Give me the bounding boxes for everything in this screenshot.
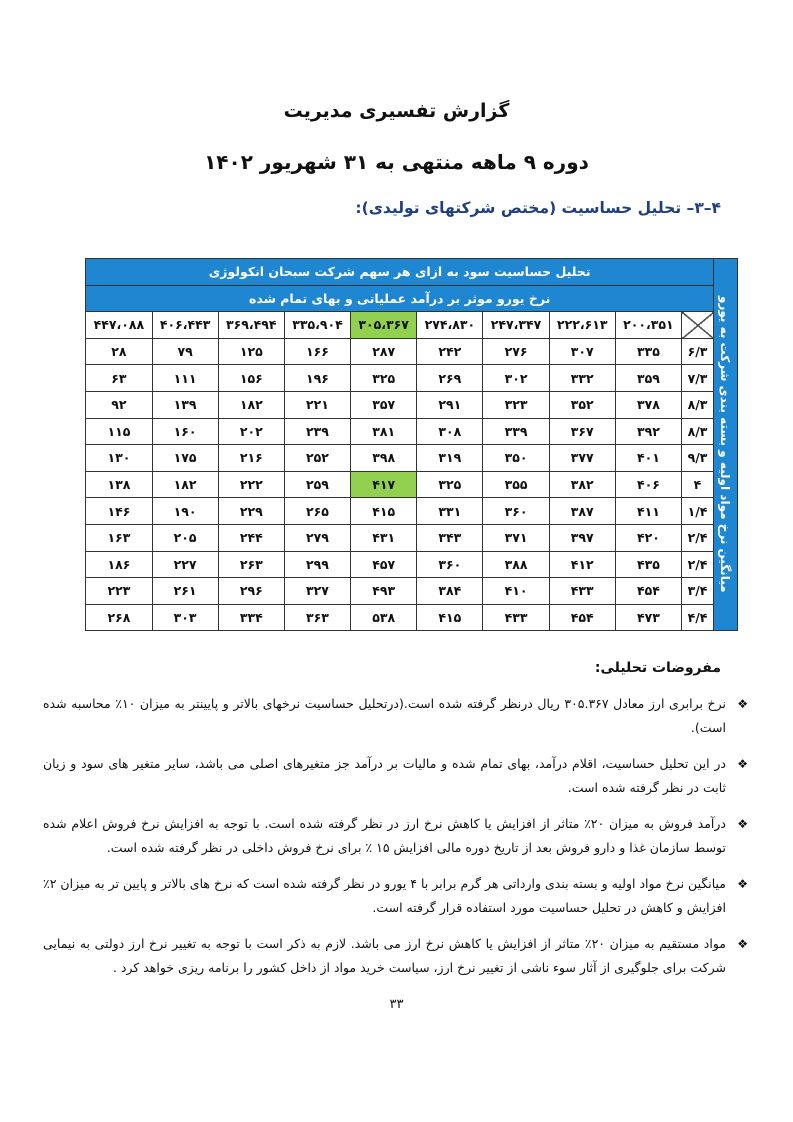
table-cell: ۳۲۳ xyxy=(483,391,549,418)
table-cell: ۲۲۹ xyxy=(218,498,284,525)
column-header-cell: ۳۳۵،۹۰۴ xyxy=(284,312,350,339)
table-cell: ۱۶۳ xyxy=(86,524,152,551)
table-caption-line-1: تحلیل حساسیت سود به ازای هر سهم شرکت سبحان انکولوژی xyxy=(86,259,714,286)
table-row xyxy=(20,365,738,392)
assumption-item xyxy=(43,932,748,980)
table-cell: ۳۵۰ xyxy=(483,445,549,472)
table-cell: ۱۱۵ xyxy=(86,418,152,445)
assumption-text: مواد مستقیم به میزان ۲۰٪ متاثر از افزایش یا کاهش نرخ ارز می باشد. لازم به ذکر است با توجه به تغییر نرخ ارز دولتی به نیمایی شرکت برای جلوگیری از آثار سوء ناشی از تغییر نرخ ارز، سیاست خرید مواد از داخل کشور را برنامه ریزی خواهد کرد . xyxy=(43,936,726,975)
table-cell: ۴۱۱ xyxy=(615,498,681,525)
table-cell: ۳۲۷ xyxy=(284,578,350,605)
table-cell: ۳۳۵ xyxy=(615,338,681,365)
sensitivity-table xyxy=(19,258,738,631)
assumption-item xyxy=(43,872,748,920)
table-cell: ۴۳۵ xyxy=(615,551,681,578)
table-cell: ۱۳۹ xyxy=(152,391,218,418)
table-cell: ۲۲۳ xyxy=(86,578,152,605)
table-cell: ۱۶۰ xyxy=(152,418,218,445)
column-header-cell: ۴۴۷،۰۸۸ xyxy=(86,312,152,339)
table-cell: ۳۷۸ xyxy=(615,391,681,418)
table-cell: ۳۹۷ xyxy=(549,524,615,551)
vertical-axis-label-text: میانگین نرخ مواد اولیه و بسته بندی شرکت به یورو xyxy=(718,296,732,593)
assumption-item xyxy=(43,692,748,740)
diamond-bullet-icon: ❖ xyxy=(737,877,748,891)
table-cell: ۴۱۷ xyxy=(351,471,417,498)
table-cell: ۳۰۲ xyxy=(483,365,549,392)
table-cell: ۳۸۴ xyxy=(417,578,483,605)
corner-cell xyxy=(682,312,714,339)
table-cell: ۴۰۱ xyxy=(615,445,681,472)
table-cell: ۲۶۳ xyxy=(218,551,284,578)
table-cell: ۳۵۲ xyxy=(549,391,615,418)
row-rate-cell: ۶/۳ xyxy=(682,338,714,365)
table-cell: ۳۰۷ xyxy=(549,338,615,365)
table-cell: ۲۰۲ xyxy=(218,418,284,445)
table-cell: ۳۳۲ xyxy=(549,365,615,392)
table-cell: ۴۱۵ xyxy=(351,498,417,525)
table-cell: ۲۲۷ xyxy=(152,551,218,578)
table-caption-row-2 xyxy=(20,285,738,312)
table-cell: ۲۰۵ xyxy=(152,524,218,551)
diamond-bullet-icon: ❖ xyxy=(737,817,748,831)
table-cell: ۴۱۲ xyxy=(549,551,615,578)
table-cell: ۴۳۳ xyxy=(549,578,615,605)
table-cell: ۱۸۶ xyxy=(86,551,152,578)
table-cell: ۳۹۲ xyxy=(615,418,681,445)
table-caption-line-2: نرخ یورو موثر بر درآمد عملیاتی و بهای تمام شده xyxy=(86,285,714,312)
table-cell: ۲۶۹ xyxy=(417,365,483,392)
column-header-cell: ۳۰۵،۳۶۷ xyxy=(351,312,417,339)
table-cell: ۳۶۰ xyxy=(417,551,483,578)
table-cell: ۳۴۳ xyxy=(417,524,483,551)
table-cell: ۴۵۷ xyxy=(351,551,417,578)
table-cell: ۱۸۲ xyxy=(218,391,284,418)
table-cell: ۲۴۴ xyxy=(218,524,284,551)
table-cell: ۲۶۸ xyxy=(86,604,152,631)
assumption-text: نرخ برابری ارز معادل ۳۰۵.۳۶۷ ریال درنظر گرفته شده است.(درتحلیل حساسیت نرخهای بالاتر و پایینتر به میزان ۱۰٪ محاسبه شده است). xyxy=(43,696,727,735)
table-cell: ۲۳۹ xyxy=(284,418,350,445)
table-cell: ۳۷۷ xyxy=(549,445,615,472)
table-row xyxy=(20,418,738,445)
table-cell: ۴۹۳ xyxy=(351,578,417,605)
table-cell: ۳۹۸ xyxy=(351,445,417,472)
row-rate-cell: ۱/۴ xyxy=(682,498,714,525)
table-cell: ۳۳۱ xyxy=(417,498,483,525)
table-cell: ۳۵۵ xyxy=(483,471,549,498)
table-cell: ۱۶۶ xyxy=(284,338,350,365)
table-cell: ۵۳۸ xyxy=(351,604,417,631)
table-cell: ۳۵۹ xyxy=(615,365,681,392)
row-rate-cell: ۲/۴ xyxy=(682,551,714,578)
table-cell: ۱۷۵ xyxy=(152,445,218,472)
table-row xyxy=(20,551,738,578)
table-cell: ۱۳۸ xyxy=(86,471,152,498)
assumptions-list xyxy=(43,692,748,992)
table-cell: ۲۵۹ xyxy=(284,471,350,498)
column-header-cell: ۲۴۷،۳۴۷ xyxy=(483,312,549,339)
table-cell: ۴۷۳ xyxy=(615,604,681,631)
table-row xyxy=(20,498,738,525)
table-cell: ۳۸۷ xyxy=(549,498,615,525)
table-row xyxy=(20,338,738,365)
report-title: گزارش تفسیری مدیریت xyxy=(283,100,510,122)
row-rate-cell: ۹/۳ xyxy=(682,445,714,472)
table-row xyxy=(20,524,738,551)
table-cell: ۲۷۶ xyxy=(483,338,549,365)
table-cell: ۷۹ xyxy=(152,338,218,365)
table-cell: ۳۸۲ xyxy=(549,471,615,498)
column-header-cell: ۲۷۴،۸۳۰ xyxy=(417,312,483,339)
table-cell: ۲۲۲ xyxy=(218,471,284,498)
table-cell: ۴۱۰ xyxy=(483,578,549,605)
column-header-cell: ۳۶۹،۴۹۴ xyxy=(218,312,284,339)
table-cell: ۳۵۷ xyxy=(351,391,417,418)
table-cell: ۱۴۶ xyxy=(86,498,152,525)
table-cell: ۱۸۲ xyxy=(152,471,218,498)
table-cell: ۲۱۶ xyxy=(218,445,284,472)
table-cell: ۲۵۲ xyxy=(284,445,350,472)
table-cell: ۳۰۸ xyxy=(417,418,483,445)
table-cell: ۹۲ xyxy=(86,391,152,418)
section-heading: ۴–۳– تحلیل حساسیت (مختص شرکتهای تولیدی): xyxy=(355,199,721,217)
table-cell: ۳۸۸ xyxy=(483,551,549,578)
row-rate-cell: ۲/۴ xyxy=(682,524,714,551)
diamond-bullet-icon: ❖ xyxy=(737,697,748,711)
vertical-axis-label xyxy=(714,259,738,631)
column-header-cell: ۴۰۶،۴۴۳ xyxy=(152,312,218,339)
table-cell: ۳۳۴ xyxy=(218,604,284,631)
table-cell: ۱۹۰ xyxy=(152,498,218,525)
table-cell: ۳۸۱ xyxy=(351,418,417,445)
assumption-text: میانگین نرخ مواد اولیه و بسته بندی وارداتی هر گرم برابر با ۴ یورو در نظر گرفته شده است که نرخ های بالاتر و پایین تر به میزان ۲٪ افزایش و کاهش در تحلیل حساسیت مورد استفاده قرار گرفته است. xyxy=(43,876,726,915)
table-row xyxy=(20,578,738,605)
table-cell: ۱۱۱ xyxy=(152,365,218,392)
table-cell: ۲۸۷ xyxy=(351,338,417,365)
assumption-item xyxy=(43,752,748,800)
row-rate-cell: ۸/۳ xyxy=(682,391,714,418)
assumption-text: در این تحلیل حساسیت، اقلام درآمد، بهای تمام شده و مالیات بر درآمد جز متغیرهای اصلی می باشد، سایر متغیر های سود و زیان ثابت در نظر گرفته شده است. xyxy=(43,756,726,795)
table-cell: ۳۰۳ xyxy=(152,604,218,631)
table-row xyxy=(20,391,738,418)
table-caption-row-1 xyxy=(20,259,738,286)
table-cell: ۲۸ xyxy=(86,338,152,365)
table-cell: ۴۵۴ xyxy=(615,578,681,605)
page-number: ۳۳ xyxy=(389,997,404,1012)
table-cell: ۲۴۲ xyxy=(417,338,483,365)
row-rate-cell: ۴ xyxy=(682,471,714,498)
table-cell: ۴۲۰ xyxy=(615,524,681,551)
assumption-text: درآمد فروش به میزان ۲۰٪ متاثر از افزایش یا کاهش نرخ ارز در نظر گرفته شده است. با توجه به افزایش نرخ فروش اعلام شده توسط سازمان غذا و دارو فروش بعد از تاریخ دوره مالی افزایش ۱۵ ٪ برای نرخ فروش داخلی در نظر گرفته شده است. xyxy=(43,816,726,855)
column-header-cell: ۲۰۰،۳۵۱ xyxy=(615,312,681,339)
table-cell: ۳۳۹ xyxy=(483,418,549,445)
table-cell: ۴۵۴ xyxy=(549,604,615,631)
table-cell: ۲۹۹ xyxy=(284,551,350,578)
table-cell: ۳۲۵ xyxy=(351,365,417,392)
table-cell: ۴۳۳ xyxy=(483,604,549,631)
table-cell: ۴۳۱ xyxy=(351,524,417,551)
table-cell: ۲۶۵ xyxy=(284,498,350,525)
table-cell: ۱۵۶ xyxy=(218,365,284,392)
row-rate-cell: ۳/۴ xyxy=(682,578,714,605)
diamond-bullet-icon: ❖ xyxy=(737,937,748,951)
table-cell: ۳۶۳ xyxy=(284,604,350,631)
table-cell: ۳۲۵ xyxy=(417,471,483,498)
table-row xyxy=(20,445,738,472)
table-cell: ۱۹۶ xyxy=(284,365,350,392)
report-period: دوره ۹ ماهه منتهی به ۳۱ شهریور ۱۴۰۲ xyxy=(204,150,589,174)
table-cell: ۶۳ xyxy=(86,365,152,392)
table-row xyxy=(20,604,738,631)
row-rate-cell: ۷/۳ xyxy=(682,365,714,392)
row-rate-cell: ۸/۳ xyxy=(682,418,714,445)
table-cell: ۴۰۶ xyxy=(615,471,681,498)
table-cell: ۳۱۹ xyxy=(417,445,483,472)
assumption-item xyxy=(43,812,748,860)
column-header-row xyxy=(20,312,738,339)
assumptions-title: مفروضات تحلیلی: xyxy=(594,660,721,676)
table-cell: ۲۹۶ xyxy=(218,578,284,605)
column-header-cell: ۲۲۲،۶۱۳ xyxy=(549,312,615,339)
table-cell: ۳۶۷ xyxy=(549,418,615,445)
sensitivity-table-container xyxy=(19,258,738,631)
table-cell: ۲۷۹ xyxy=(284,524,350,551)
table-cell: ۳۷۱ xyxy=(483,524,549,551)
row-rate-cell: ۴/۴ xyxy=(682,604,714,631)
table-row xyxy=(20,471,738,498)
table-cell: ۱۳۰ xyxy=(86,445,152,472)
table-cell: ۳۶۰ xyxy=(483,498,549,525)
table-cell: ۲۹۱ xyxy=(417,391,483,418)
table-cell: ۲۲۱ xyxy=(284,391,350,418)
diamond-bullet-icon: ❖ xyxy=(737,757,748,771)
table-cell: ۲۶۱ xyxy=(152,578,218,605)
table-cell: ۱۲۵ xyxy=(218,338,284,365)
table-cell: ۴۱۵ xyxy=(417,604,483,631)
